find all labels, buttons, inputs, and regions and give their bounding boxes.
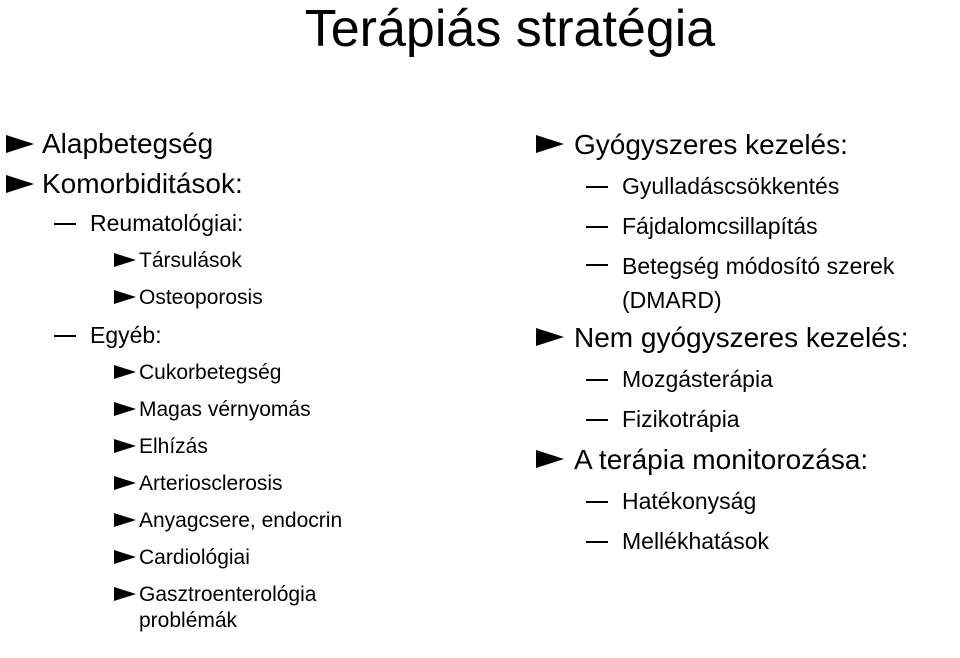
list-item	[6, 164, 476, 204]
triangle-right-icon	[114, 587, 136, 601]
list-item	[536, 399, 956, 439]
list-item-text: Nem gyógyszeres kezelés:	[574, 322, 909, 353]
triangle-right-icon	[114, 476, 136, 490]
list-item	[536, 206, 956, 246]
list-item-text: Gyógyszeres kezelés:	[574, 129, 848, 160]
list-item	[6, 428, 476, 465]
list-item-text: Reumatológiai:	[90, 210, 244, 236]
triangle-right-icon	[114, 253, 136, 267]
triangle-right-icon	[6, 175, 34, 193]
list-item	[536, 124, 956, 166]
triangle-right-icon	[114, 550, 136, 564]
list-item	[6, 465, 476, 502]
left-column	[6, 124, 476, 634]
list-item-text: Gasztroenterológia problémák	[139, 583, 317, 632]
list-item-text: Fizikotrápia	[622, 406, 740, 432]
list-item-text: Elhízás	[139, 435, 208, 458]
triangle-right-icon	[536, 450, 564, 468]
list-item-text: Mozgásterápia	[622, 366, 773, 392]
dash-icon	[586, 379, 608, 381]
list-item-text: Hatékonyság	[622, 488, 757, 514]
list-item	[6, 576, 366, 634]
triangle-right-icon	[6, 135, 34, 153]
list-item-text: A terápia monitorozása:	[574, 444, 869, 475]
triangle-right-icon	[114, 439, 136, 453]
dash-icon	[586, 419, 608, 421]
right-column	[536, 124, 956, 561]
list-item-text: Anyagcsere, endocrin	[139, 509, 343, 532]
dash-icon	[586, 264, 608, 266]
list-item	[6, 242, 476, 279]
triangle-right-icon	[114, 365, 136, 379]
list-item	[6, 279, 476, 316]
list-item-text: Mellékhatások	[622, 528, 770, 554]
list-item	[6, 391, 476, 428]
list-item	[536, 521, 956, 561]
dash-icon	[586, 226, 608, 228]
list-item-text: Fájdalomcsillapítás	[622, 213, 818, 239]
list-item-text: Egyéb:	[90, 322, 162, 348]
list-item-text: Magas vérnyomás	[139, 398, 311, 421]
list-item	[536, 317, 956, 359]
list-item-text: Komorbiditások:	[42, 168, 243, 199]
triangle-right-icon	[536, 135, 564, 153]
list-item-text: Arteriosclerosis	[139, 472, 283, 495]
list-item-text: Osteoporosis	[139, 286, 263, 309]
list-item	[6, 502, 476, 539]
triangle-right-icon	[114, 513, 136, 527]
list-item-text: Cardiológiai	[139, 546, 250, 569]
list-item	[536, 166, 956, 206]
triangle-right-icon	[114, 402, 136, 416]
list-item	[6, 316, 476, 354]
list-item-text: Betegség módosító szerek (DMARD)	[622, 253, 895, 313]
list-item	[6, 124, 476, 164]
list-item	[536, 481, 956, 521]
dash-icon	[586, 186, 608, 188]
list-item	[536, 359, 956, 399]
list-item-text: Gyulladáscsökkentés	[622, 173, 840, 199]
list-item-text: Cukorbetegség	[139, 361, 282, 384]
list-item	[536, 246, 956, 317]
dash-icon	[54, 223, 76, 225]
list-item-text: Alapbetegség	[42, 128, 214, 159]
list-item	[6, 539, 476, 576]
list-item-text: Társulások	[139, 249, 242, 272]
dash-icon	[586, 501, 608, 503]
triangle-right-icon	[114, 290, 136, 304]
triangle-right-icon	[536, 328, 564, 346]
list-item	[6, 204, 476, 242]
list-item	[536, 439, 956, 481]
dash-icon	[586, 541, 608, 543]
list-item	[6, 354, 476, 391]
slide-title: Terápiás stratégia	[304, 0, 716, 58]
dash-icon	[54, 335, 76, 337]
